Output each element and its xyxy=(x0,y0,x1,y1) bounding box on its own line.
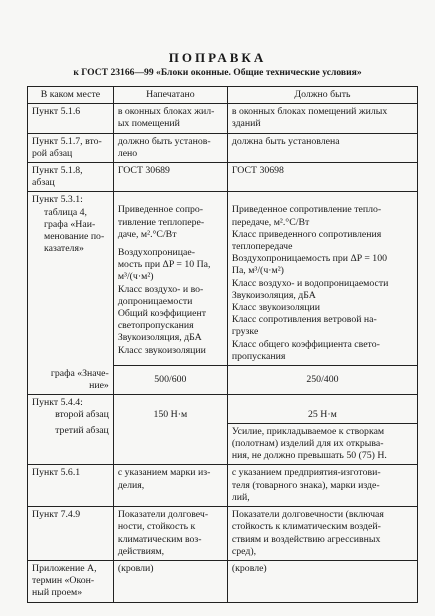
table-row xyxy=(28,133,418,162)
standard-name: «Блоки оконные. Общие технические условия» xyxy=(156,67,362,78)
cell-place: Пункт 5.1.8, абзац xyxy=(28,163,114,192)
cell-place-heading: Пункт 5.4.4: xyxy=(32,396,83,408)
cell-place-detail: таблица 4, графа «Наи- менование по- казателя» xyxy=(44,206,105,255)
column-header-printed: Напечатано xyxy=(113,87,227,104)
table-row xyxy=(28,507,418,561)
cell-should-be: 250/400 xyxy=(227,366,417,395)
cell-should-be: 25 Н·м xyxy=(227,394,417,423)
table-row xyxy=(28,423,418,465)
cell-printed xyxy=(113,192,227,366)
cell-place xyxy=(28,192,114,366)
cell-printed: 500/600 xyxy=(113,366,227,395)
cell-should-be: Усилие, прикладываемое к створкам (полотнам) изделий для их открыва- ния, не должно превышать 50 (75) Н. xyxy=(227,423,417,465)
cell-place: третий абзац xyxy=(28,423,114,465)
column-header-should-be: Должно быть xyxy=(227,87,417,104)
cell-printed-part-1: Приведенное сопро- тивление теплопере- даче, м².°С/Вт xyxy=(117,204,205,240)
cell-printed: 150 Н·м xyxy=(113,394,227,423)
cell-printed: должно быть установ- лено xyxy=(113,133,227,162)
cell-printed-part-2: Воздухопроницае- мость при ΔP = 10 Па, м³/(ч·м²) Класс воздухо- и во- допроницаемости Общий коэффициент светопропускания Звукоизоляция, дБА Класс звукоизоляции xyxy=(117,247,211,356)
cell-place-detail: второй абзац xyxy=(55,409,109,421)
cell-printed: ГОСТ 30689 xyxy=(113,163,227,192)
cell-printed: с указанием марки из- делия, xyxy=(113,465,227,507)
cell-printed: (кровли) xyxy=(113,560,227,602)
standard-number: к ГОСТ 23166—99 xyxy=(73,67,154,78)
cell-should-be-text: Приведенное сопротивление тепло- передаче, м².°С/Вт Класс приведенного сопротивления теплопередаче Воздухопроницаемость при ΔP = 100 Па, м³/(ч·м²) Класс воздухо- и водопроницаемости Звукоизоляция, дБА Класс звукоизоляции Класс сопротивления ветровой на- грузке Класс общего коэффициента свето- пропускания xyxy=(231,204,389,362)
table-row xyxy=(28,560,418,602)
cell-place-heading: Пункт 5.3.1: xyxy=(32,194,83,206)
table-row xyxy=(28,394,418,423)
cell-place: графа «Значе- ние» xyxy=(28,366,114,395)
document-subtitle xyxy=(0,67,435,78)
table-row xyxy=(28,465,418,507)
cell-should-be: (кровле) xyxy=(227,560,417,602)
cell-place: Пункт 7.4.9 xyxy=(28,507,114,561)
cell-should-be: Показатели долговечности (включая стойкость к климатическим воздей- ствиям и воздействию агрессивных сред), xyxy=(227,507,417,561)
cell-printed: в оконных блоках жил- ых помещений xyxy=(113,104,227,133)
cell-place: Пункт 5.1.6 xyxy=(28,104,114,133)
cell-place: Пункт 5.6.1 xyxy=(28,465,114,507)
table-row xyxy=(28,366,418,395)
table-row xyxy=(28,192,418,366)
cell-printed: Показатели долговеч- ности, стойкость к климатическим воз- действиям, xyxy=(113,507,227,561)
cell-printed-empty xyxy=(113,423,227,465)
column-header-place: В каком месте xyxy=(28,87,114,104)
cell-place: Пункт 5.1.7, вто- рой абзац xyxy=(28,133,114,162)
cell-should-be xyxy=(227,192,417,366)
table-header-row xyxy=(28,87,418,104)
cell-should-be: должна быть установлена xyxy=(227,133,417,162)
cell-should-be: с указанием предприятия-изготови- теля (товарного знака), марки изде- лий, xyxy=(227,465,417,507)
table-row xyxy=(28,163,418,192)
cell-should-be: в оконных блоках помещений жилых зданий xyxy=(227,104,417,133)
cell-should-be: ГОСТ 30698 xyxy=(227,163,417,192)
document-title: ПОПРАВКА xyxy=(168,50,267,65)
table-row xyxy=(28,104,418,133)
cell-place xyxy=(28,394,114,423)
corrections-table xyxy=(27,86,418,603)
cell-place: Приложение А, термин «Окон- ный проем» xyxy=(28,560,114,602)
